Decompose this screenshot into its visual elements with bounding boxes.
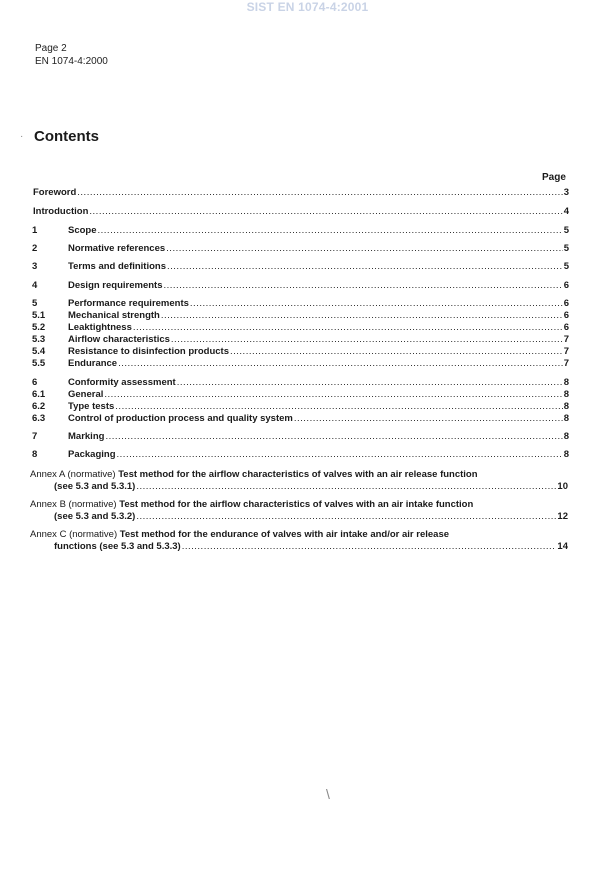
standard-id: EN 1074-4:2000: [35, 56, 108, 67]
toc-leader-dots: [166, 243, 563, 255]
annex-title-continuation: (see 5.3 and 5.3.1): [54, 481, 136, 492]
toc-entry-number: 4: [32, 280, 38, 291]
toc-leader-dots: [118, 358, 563, 370]
toc-entry-title: Packaging: [68, 449, 116, 460]
toc-entry-title: Resistance to disinfection products: [68, 346, 229, 357]
toc-entry-number: 5: [32, 298, 38, 309]
annex-entry[interactable]: [30, 469, 568, 493]
toc-entry-page: 7: [563, 358, 569, 369]
page-header: [35, 42, 108, 68]
toc-entry-page: 8: [563, 377, 569, 388]
toc-entry-title: Normative references: [68, 243, 166, 254]
toc-entry-number: 6: [32, 377, 38, 388]
toc-entry[interactable]: [32, 280, 569, 292]
page-title: Contents: [34, 128, 99, 145]
toc-entry-number: 2: [32, 243, 38, 254]
toc-entry-page: 6: [563, 310, 569, 321]
toc-entry-page: 5: [563, 243, 569, 254]
toc-entry-page: 6: [563, 298, 569, 309]
toc-entry-title: Design requirements: [68, 280, 163, 291]
toc-entry[interactable]: [32, 401, 569, 413]
toc-entry-page: 6: [563, 322, 569, 333]
annex-entry[interactable]: [30, 529, 568, 553]
toc-leader-dots: [115, 401, 562, 413]
toc-entry-number: 6.2: [32, 401, 46, 412]
toc-leader-dots: [136, 481, 556, 493]
toc-entry-title: Scope: [68, 225, 97, 236]
toc-entry-page: 8: [563, 389, 569, 400]
toc-leader-dots: [230, 346, 563, 358]
toc-entry-number: 5.4: [32, 346, 46, 357]
toc-leader-dots: [136, 511, 556, 523]
toc-entry-title: Type tests: [68, 401, 115, 412]
toc-leader-dots: [177, 377, 563, 389]
annex-title: Test method for the endurance of valves with air intake and/or air release: [119, 529, 450, 540]
toc-entry-title: Marking: [68, 431, 105, 442]
annex-title-continuation: (see 5.3 and 5.3.2): [54, 511, 136, 522]
toc-entry[interactable]: [32, 243, 569, 255]
toc-entry-title: Introduction: [33, 206, 89, 217]
toc-entry[interactable]: [32, 261, 569, 273]
annex-title: Test method for the airflow characteristics of valves with an air release function: [118, 469, 478, 480]
toc-leader-dots: [77, 187, 562, 199]
toc-entry-title: Performance requirements: [68, 298, 189, 309]
toc-entry[interactable]: [32, 298, 569, 310]
annex-label: Annex C (normative): [30, 529, 118, 540]
toc-entry-title: Foreword: [33, 187, 77, 198]
toc-entry-number: 3: [32, 261, 38, 272]
toc-leader-dots: [133, 322, 563, 334]
toc-entry[interactable]: [32, 322, 569, 334]
toc-entry-title: Conformity assessment: [68, 377, 176, 388]
toc-leader-dots: [104, 389, 562, 401]
watermark: SIST EN 1074-4:2001: [246, 0, 369, 14]
toc-entry-page: 8: [563, 431, 569, 442]
toc-entry-page: 5: [563, 261, 569, 272]
page-column-label: Page: [542, 172, 566, 183]
toc-leader-dots: [167, 261, 563, 273]
toc-leader-dots: [161, 310, 563, 322]
toc-entry[interactable]: [32, 413, 569, 425]
toc-entry-page: 8: [563, 413, 569, 424]
toc-entry[interactable]: [33, 187, 569, 199]
toc-entry[interactable]: [32, 389, 569, 401]
toc-leader-dots: [171, 334, 563, 346]
annex-entry[interactable]: [30, 499, 568, 523]
toc-leader-dots: [117, 449, 563, 461]
annex-page: 12: [557, 511, 568, 522]
toc-leader-dots: [182, 541, 557, 553]
toc-entry[interactable]: [32, 358, 569, 370]
toc-leader-dots: [98, 225, 563, 237]
toc-leader-dots: [105, 431, 562, 443]
toc-entry-title: Airflow characteristics: [68, 334, 170, 345]
annex-page: 10: [557, 481, 568, 492]
toc-leader-dots: [89, 206, 562, 218]
toc-entry-page: 7: [563, 334, 569, 345]
scan-speck: ·: [20, 131, 24, 142]
toc-entry-number: 1: [32, 225, 38, 236]
toc-entry-page: 8: [563, 401, 569, 412]
toc-entry[interactable]: [32, 377, 569, 389]
toc-entry-title: Leaktightness: [68, 322, 132, 333]
toc-entry-title: Endurance: [68, 358, 118, 369]
toc-entry[interactable]: [32, 449, 569, 461]
toc-entry-page: 3: [563, 187, 569, 198]
toc-entry[interactable]: [32, 310, 569, 322]
toc-entry-page: 7: [563, 346, 569, 357]
toc-entry[interactable]: [33, 206, 569, 218]
toc-entry-number: 5.1: [32, 310, 46, 321]
toc-leader-dots: [164, 280, 563, 292]
toc-entry[interactable]: [32, 431, 569, 443]
scan-mark: \: [326, 786, 330, 802]
toc-entry-number: 5.2: [32, 322, 46, 333]
annex-title: Test method for the airflow characteristics of valves with an air intake function: [119, 499, 474, 510]
toc-entry-page: 8: [563, 449, 569, 460]
annex-label: Annex A (normative): [30, 469, 116, 480]
toc-entry-number: 5.5: [32, 358, 46, 369]
toc-entry-number: 5.3: [32, 334, 46, 345]
annex-title-continuation: functions (see 5.3 and 5.3.3): [54, 541, 181, 552]
toc-entry-page: 6: [563, 280, 569, 291]
annex-page: 14: [557, 541, 568, 552]
toc-entry-number: 6.1: [32, 389, 46, 400]
toc-leader-dots: [190, 298, 563, 310]
toc-entry[interactable]: [32, 346, 569, 358]
toc-entry[interactable]: [32, 225, 569, 237]
toc-entry-number: 7: [32, 431, 38, 442]
toc-entry-number: 8: [32, 449, 38, 460]
toc-entry-page: 5: [563, 225, 569, 236]
toc-entry-title: Control of production process and quality system: [68, 413, 293, 424]
toc-entry-number: 6.3: [32, 413, 46, 424]
toc-leader-dots: [294, 413, 563, 425]
toc-entry-title: General: [68, 389, 104, 400]
toc-entry-title: Mechanical strength: [68, 310, 160, 321]
toc-entry-page: 4: [563, 206, 569, 217]
annex-label: Annex B (normative): [30, 499, 117, 510]
page-number: Page 2: [35, 43, 67, 54]
toc-entry[interactable]: [32, 334, 569, 346]
toc-entry-title: Terms and definitions: [68, 261, 167, 272]
